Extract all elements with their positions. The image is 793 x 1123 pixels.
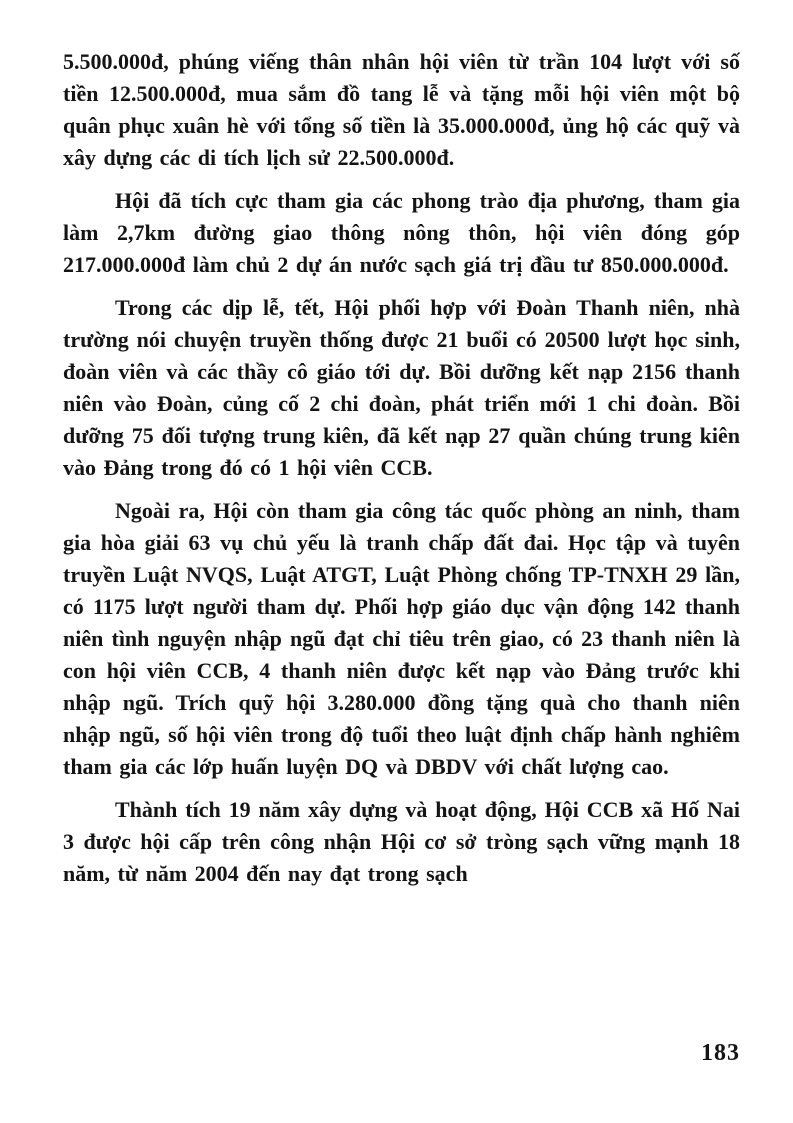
paragraph: Trong các dịp lễ, tết, Hội phối hợp với Đoàn Thanh niên, nhà trường nói chuyện truyền thống được 21 buổi có 20500 lượt học sinh, đoàn viên và các thầy cô giáo tới dự. Bồi dưỡng kết nạp 2156 thanh niên vào Đoàn, củng cố 2 chi đoàn, phát triển mới 1 chi đoàn. Bồi dưỡng 75 đối tượng trung kiên, đã kết nạp 27 quần chúng trung kiên vào Đảng trong đó có 1 hội viên CCB. (63, 295, 740, 480)
paragraph-continuation: 5.500.000đ, phúng viếng thân nhân hội viên từ trần 104 lượt với số tiền 12.500.000đ, mua sắm đồ tang lễ và tặng mỗi hội viên một bộ quân phục xuân hè với tổng số tiền là 35.000.000đ, ủng hộ các quỹ và xây dựng các di tích lịch sử 22.500.000đ. (63, 49, 740, 170)
paragraph: Thành tích 19 năm xây dựng và hoạt động, Hội CCB xã Hố Nai 3 được hội cấp trên công nhận Hội cơ sở tròng sạch vững mạnh 18 năm, từ năm 2004 đến nay đạt trong sạch (63, 797, 740, 886)
paragraph: Ngoài ra, Hội còn tham gia công tác quốc phòng an ninh, tham gia hòa giải 63 vụ chủ yếu là tranh chấp đất đai. Học tập và tuyên truyền Luật NVQS, Luật ATGT, Luật Phòng chống TP-TNXH 29 lần, có 1175 lượt người tham dự. Phối hợp giáo dục vận động 142 thanh niên tình nguyện nhập ngũ đạt chỉ tiêu trên giao, có 23 thanh niên là con hội viên CCB, 4 thanh niên được kết nạp vào Đảng trước khi nhập ngũ. Trích quỹ hội 3.280.000 đồng tặng quà cho thanh niên nhập ngũ, số hội viên trong độ tuổi theo luật định chấp hành nghiêm tham gia các lớp huấn luyện DQ và DBDV với chất lượng cao. (63, 498, 740, 779)
paragraph: Hội đã tích cực tham gia các phong trào địa phương, tham gia làm 2,7km đường giao thông nông thôn, hội viên đóng góp 217.000.000đ làm chủ 2 dự án nước sạch giá trị đầu tư 850.000.000đ. (63, 188, 740, 277)
page-number: 183 (701, 1040, 740, 1066)
